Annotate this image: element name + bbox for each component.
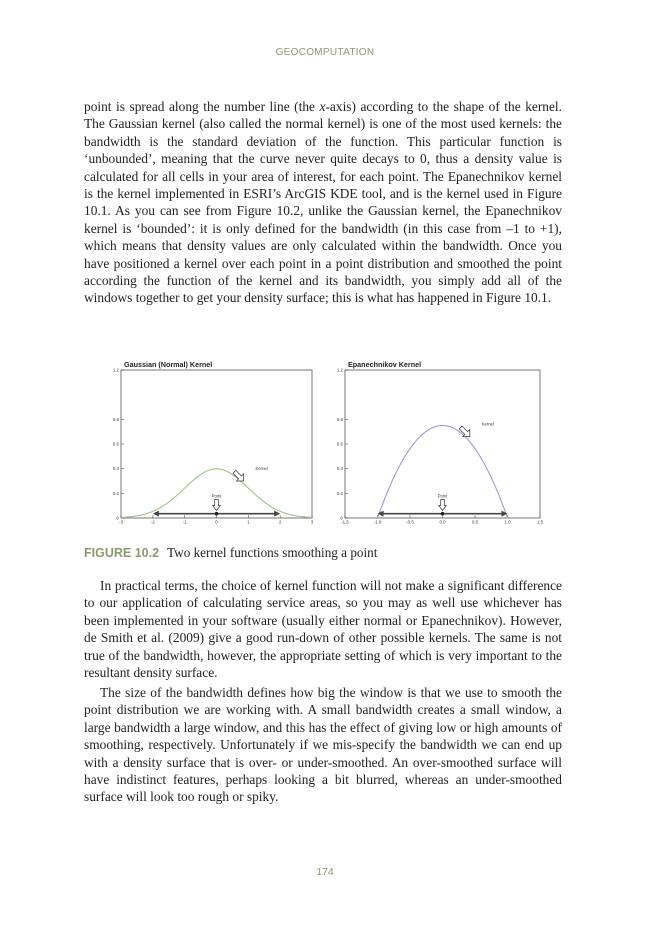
kernel-callout-arrow bbox=[231, 468, 247, 484]
x-tick-label: -0.5 bbox=[406, 519, 414, 525]
x-tick-label: -1 bbox=[182, 519, 187, 525]
data-point-marker bbox=[441, 512, 445, 516]
y-tick-label: 0.8 bbox=[112, 416, 119, 422]
y-tick-label: 0.2 bbox=[112, 490, 119, 496]
bandwidth-arrow-right-head bbox=[274, 511, 280, 517]
x-tick-label: -1.0 bbox=[373, 519, 382, 525]
x-tick-label: -3 bbox=[119, 519, 123, 525]
x-tick-label: 0 bbox=[215, 519, 218, 525]
x-tick-label: 0.5 bbox=[471, 519, 479, 525]
y-tick-label: 0.6 bbox=[112, 441, 119, 447]
y-tick-label: 0 bbox=[340, 515, 343, 521]
body-paragraph-2: In practical terms, the choice of kernel function will not make a significant difference to our application of calculating service areas, so you may as well use whichever has been implemented in your software (usually either normal or Epanechnikov). However, de Smith et al. (2009) give a good run-down of other possible kernels. The same is not true of the bandwidth, however, the appropriate setting of which is very important to the resultant density surface. bbox=[84, 578, 562, 681]
kernel-label: Kernel bbox=[481, 421, 494, 427]
page-number: 174 bbox=[316, 866, 334, 878]
chart-title: Gaussian (Normal) Kernel bbox=[124, 360, 213, 369]
x-tick-label: 1.0 bbox=[504, 519, 511, 525]
kernel-callout-arrow-group bbox=[231, 468, 247, 484]
figure-number: FIGURE 10.2 bbox=[84, 546, 160, 560]
x-tick-label: 0.0 bbox=[439, 519, 446, 525]
x-tick-label: 2 bbox=[278, 519, 282, 525]
body-paragraph-1: point is spread along the number line (the x-axis) according to the shape of the kernel. The Gaussian kernel (also called the normal kernel) is one of the most used kernels: the bandwidth is the standard deviation of the function. This particular function is ‘unbounded’, meaning that the curve never quite decays to 0, thus a density value is calculated for all cells in your area of interest, for each point. The Epanechnikov kernel is the kernel implemented in ESRI’s ArcGIS KDE tool, and is the kernel used in Figure 10.1. As you can see from Figure 10.2, unlike the Gaussian kernel, the Epanechnikov kernel is ‘bounded’: it is only defined for the bandwidth (in this case from –1 to +1), which means that density values are only calculated within the bandwidth. Once you have positioned a kernel over each point in a point distribution and smoothed the point according the function of the kernel and its bandwidth, you simply add all of the windows together to get your density surface; this is what has happened in Figure 10.1. bbox=[84, 99, 562, 306]
figure-caption bbox=[84, 545, 377, 561]
running-head: GEOCOMPUTATION bbox=[275, 47, 375, 58]
bandwidth-arrow-left-head bbox=[153, 511, 159, 517]
point-callout-arrow bbox=[213, 500, 221, 511]
epanechnikov-kernel-chart bbox=[334, 358, 542, 526]
y-tick-label: 0.8 bbox=[336, 416, 343, 422]
x-tick-label: 1 bbox=[247, 519, 250, 525]
y-tick-label: 0.4 bbox=[336, 466, 343, 472]
y-tick-label: 0.6 bbox=[336, 441, 343, 447]
x-tick-label: -2 bbox=[150, 519, 155, 525]
y-tick-label: 0.4 bbox=[112, 466, 119, 472]
point-callout-arrow bbox=[439, 500, 447, 511]
italic-x: x bbox=[319, 99, 326, 114]
y-tick-label: 1.2 bbox=[336, 367, 343, 373]
body-paragraph-3: The size of the bandwidth defines how big the window is that we use to smooth the point distribution we are working with. A small bandwidth creates a small window, a large bandwidth a large window, and this has the effect of giving low or high amounts of smoothing, respectively. Unfortunately if we mis-specify the bandwidth we can end up with a density surface that is over- or under-smoothed. An over-smoothed surface will have indistinct features, perhaps looking a bit blurred, whereas an under-smoothed surface will look too rough or spiky. bbox=[84, 685, 562, 805]
point-label: Point bbox=[211, 493, 222, 499]
y-tick-label: 1.2 bbox=[112, 367, 119, 373]
figure-caption-text: Two kernel functions smoothing a point bbox=[167, 545, 378, 560]
x-tick-label: -1.5 bbox=[341, 519, 349, 525]
y-tick-label: 0 bbox=[116, 515, 119, 521]
point-label: Point bbox=[437, 493, 448, 499]
data-point-marker bbox=[215, 512, 219, 516]
kernel-label: Kernel bbox=[255, 466, 268, 471]
x-tick-label: 3 bbox=[310, 519, 314, 525]
figure-10-2 bbox=[110, 358, 550, 526]
chart-title: Epanechnikov Kernel bbox=[348, 360, 422, 369]
gaussian-kernel-chart bbox=[110, 358, 314, 526]
x-tick-label: 1.5 bbox=[536, 519, 544, 525]
y-tick-label: 0.2 bbox=[336, 490, 343, 496]
